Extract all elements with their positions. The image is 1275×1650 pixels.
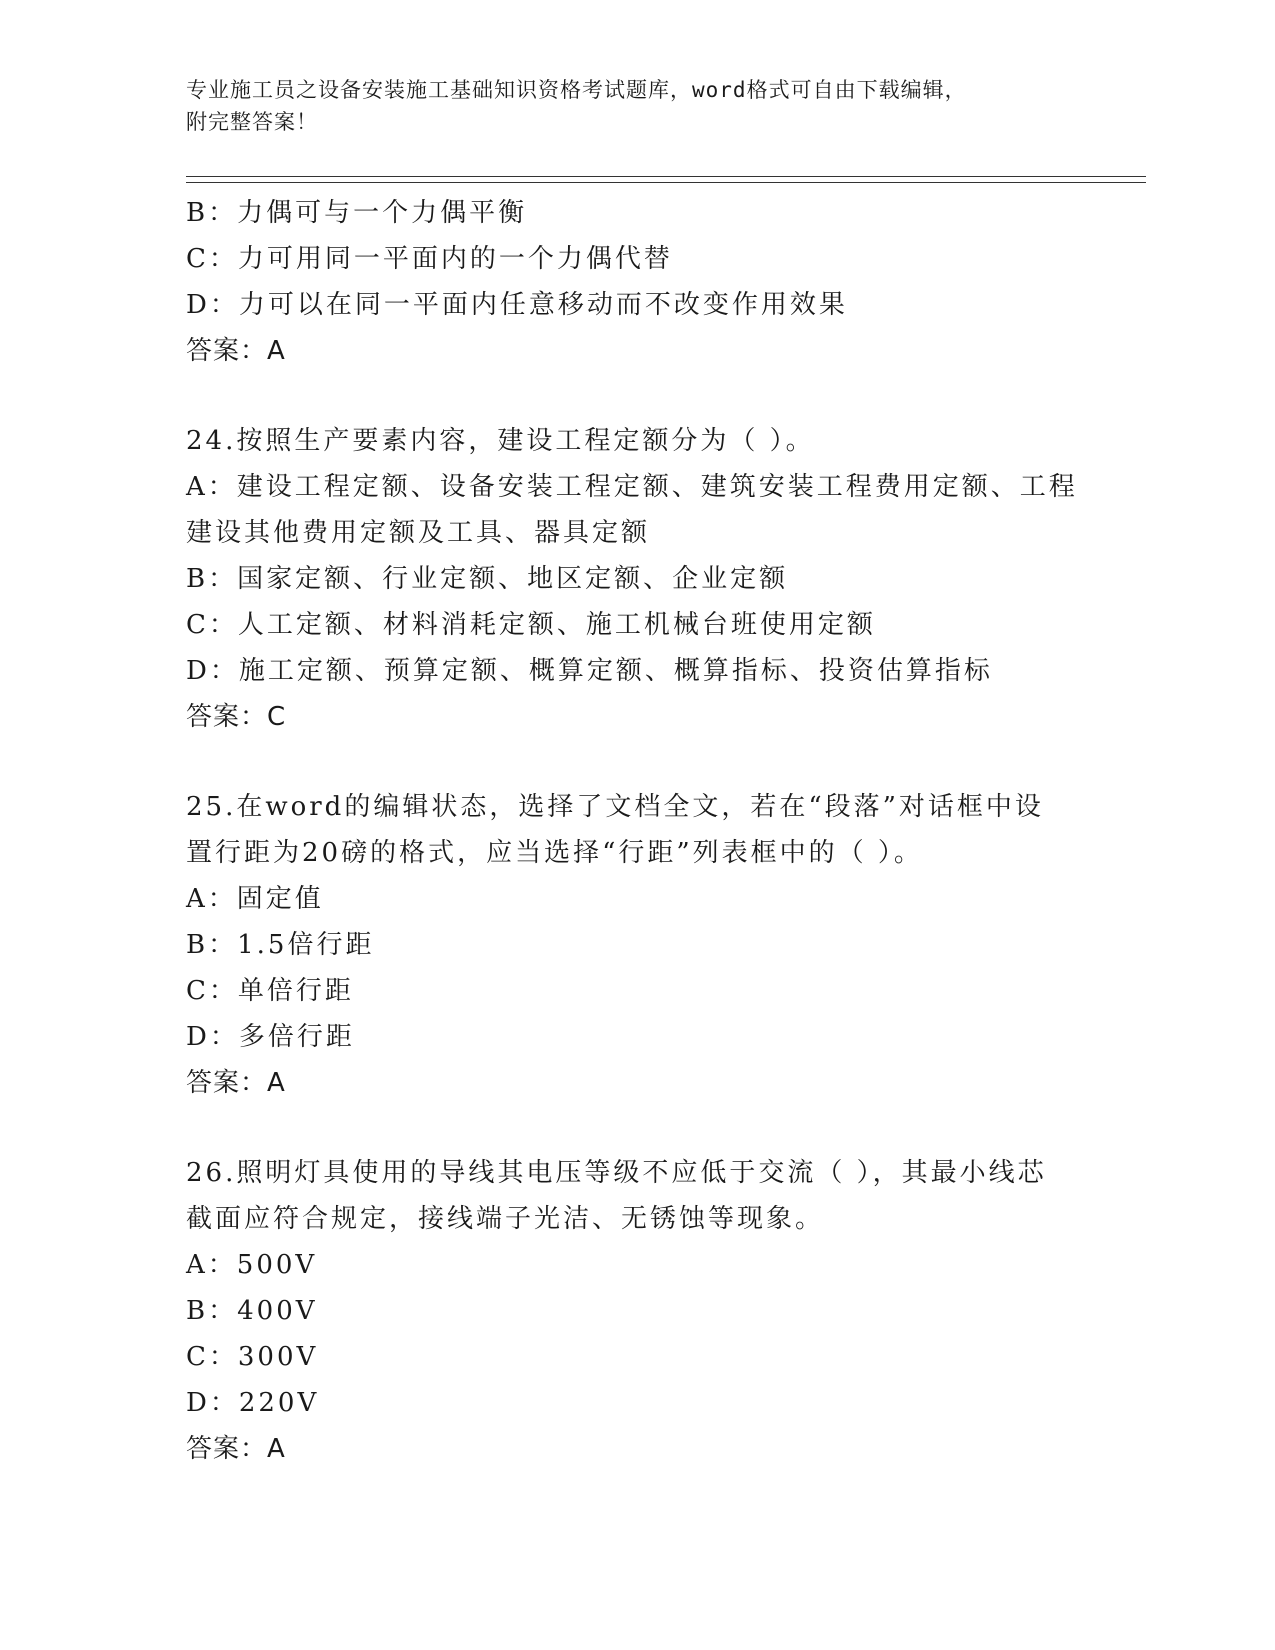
- document-header: [186, 74, 1086, 138]
- option-a: A：建设工程定额、设备安装工程定额、建筑安装工程费用定额、工程: [186, 472, 1078, 502]
- answer-line: 答案：A: [186, 336, 286, 366]
- option-a: A：固定值: [186, 884, 324, 914]
- header-line-2: 附完整答案！: [186, 110, 318, 134]
- header-divider-top: [186, 176, 1146, 177]
- option-b: B：400V: [186, 1296, 318, 1326]
- header-divider-bottom: [186, 182, 1146, 183]
- option-d: D：力可以在同一平面内任意移动而不改变作用效果: [186, 290, 848, 320]
- option-a-continued: 建设其他费用定额及工具、器具定额: [186, 518, 651, 548]
- question-stem-continued: 截面应符合规定，接线端子光洁、无锈蚀等现象。: [186, 1204, 825, 1234]
- question-stem: 24.按照生产要素内容，建设工程定额分为（ ）。: [186, 426, 815, 456]
- question-25: [186, 784, 1086, 1106]
- option-b: B：力偶可与一个力偶平衡: [186, 198, 528, 228]
- option-d: D：多倍行距: [186, 1022, 355, 1052]
- question-stem: 25.在word的编辑状态，选择了文档全文，若在“段落”对话框中设: [186, 792, 1044, 822]
- option-c: C：人工定额、材料消耗定额、施工机械台班使用定额: [186, 610, 876, 640]
- question-stem: 26.照明灯具使用的导线其电压等级不应低于交流（ ），其最小线芯: [186, 1158, 1047, 1188]
- document-body: [186, 190, 1086, 1472]
- option-c: C：单倍行距: [186, 976, 354, 1006]
- option-c: C：300V: [186, 1342, 319, 1372]
- answer-line: 答案：C: [186, 702, 287, 732]
- option-a: A：500V: [186, 1250, 318, 1280]
- option-b: B：国家定额、行业定额、地区定额、企业定额: [186, 564, 789, 594]
- question-26: [186, 1150, 1086, 1472]
- option-d: D：220V: [186, 1388, 320, 1418]
- header-line-1: 专业施工员之设备安装施工基础知识资格考试题库，word格式可自由下载编辑，: [186, 78, 967, 102]
- question-24: [186, 418, 1086, 740]
- answer-line: 答案：A: [186, 1434, 286, 1464]
- question-stem-continued: 置行距为20磅的格式，应当选择“行距”列表框中的（ ）。: [186, 838, 923, 868]
- answer-line: 答案：A: [186, 1068, 286, 1098]
- option-b: B：1.5倍行距: [186, 930, 375, 960]
- option-c: C：力可用同一平面内的一个力偶代替: [186, 244, 673, 274]
- option-d: D：施工定额、预算定额、概算定额、概算指标、投资估算指标: [186, 656, 993, 686]
- question-23-continued: [186, 190, 1086, 374]
